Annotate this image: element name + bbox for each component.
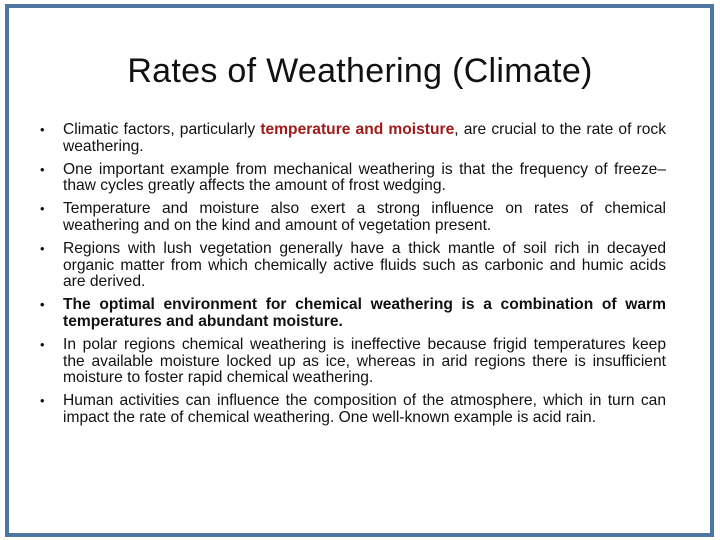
bullet-human-activities: • Human activities can influence the composition of the atmosphere, which in turn can impact the rate of chemical weathering. One well-known example is acid rain. (40, 392, 666, 426)
bullet-lush-vegetation: • Regions with lush vegetation generally have a thick mantle of soil rich in decayed organic matter from which chemically active fluids such as carbonic and humic acids are derived. (40, 239, 666, 291)
bullet-icon: • (40, 240, 45, 256)
bullet-icon: • (40, 201, 45, 217)
bullet-freeze-thaw: • One important example from mechanical weathering is that the frequency of freeze–thaw cycles greatly affects the amount of frost wedging. (40, 160, 666, 195)
slide-title: Rates of Weathering (Climate) (127, 52, 593, 90)
bullet-icon: • (40, 297, 45, 313)
bullet-temperature-moisture: • Temperature and moisture also exert a strong influence on rates of chemical weathering and on the kind and amount of vegetation present. (40, 200, 666, 234)
bullet-icon: • (40, 161, 45, 177)
bullet-climatic-factors: • Climatic factors, particularly temperature and moisture, are crucial to the rate of rock weathering. (40, 121, 666, 155)
bullet-icon: • (40, 336, 45, 352)
bullet-icon: • (40, 393, 45, 409)
bullet-icon: • (40, 122, 45, 137)
highlight-text: temperature and moisture (260, 121, 455, 138)
bullet-optimal-environment: • The optimal environment for chemical weathering is a combination of warm temperatures and abundant moisture. (40, 296, 666, 330)
bullet-list (26, 122, 666, 433)
bullet-polar-arid: • In polar regions chemical weathering is ineffective because frigid temperatures keep the available moisture locked up as ice, whereas in arid regions there is insufficient moisture to foster rapid chemical weathering. (40, 335, 666, 387)
